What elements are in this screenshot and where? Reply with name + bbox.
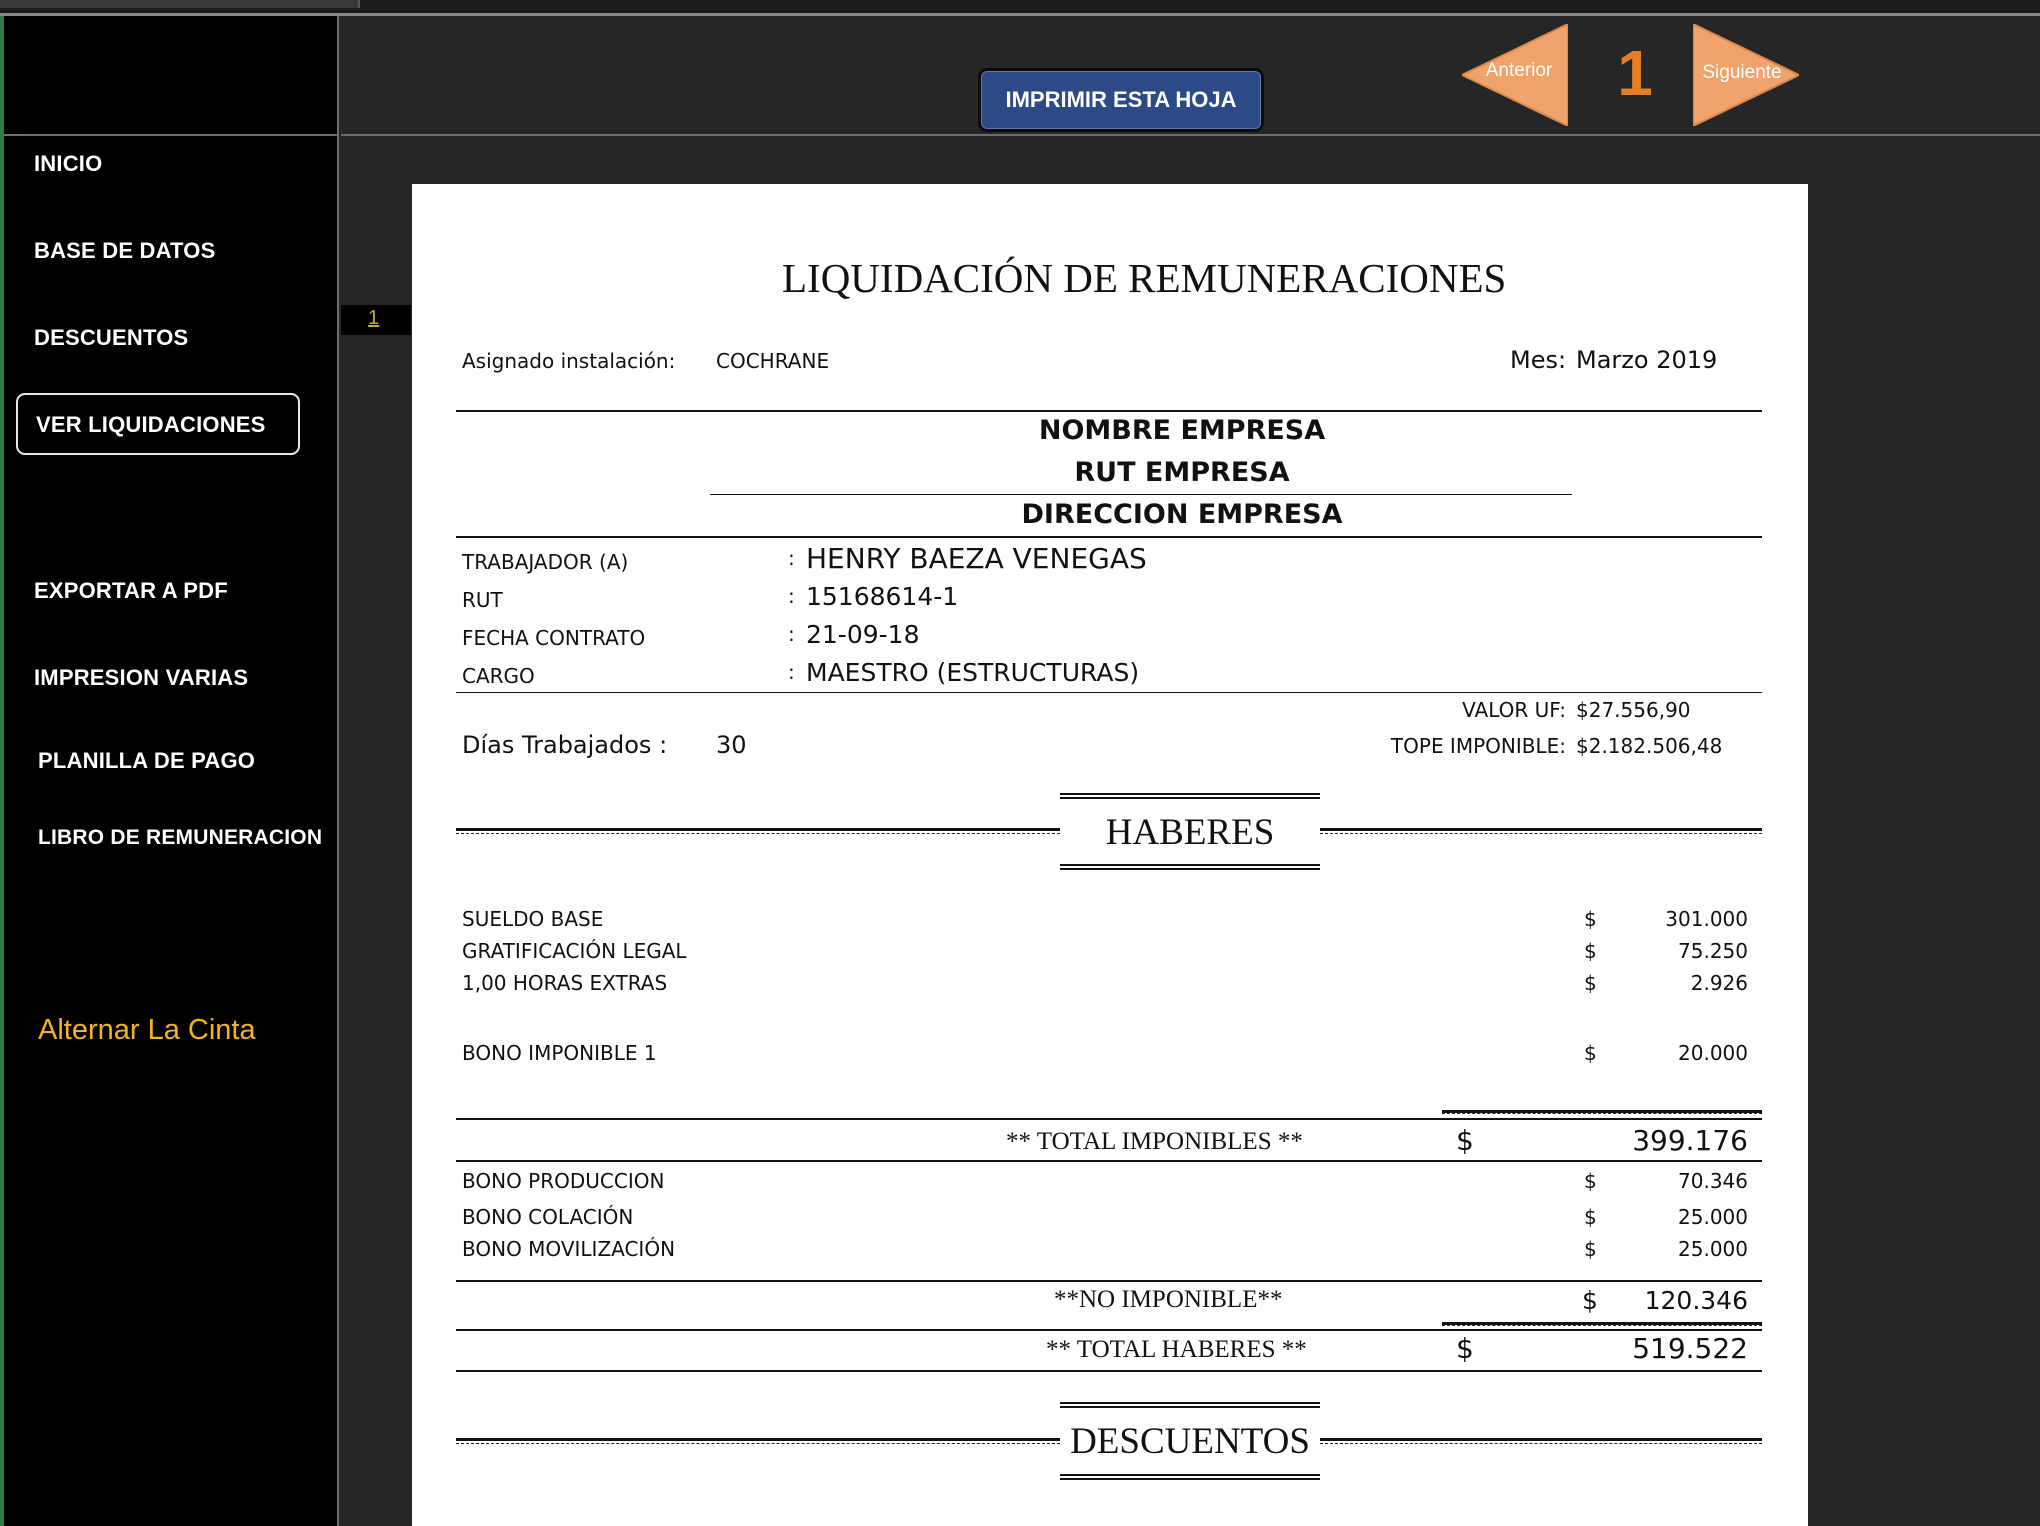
bonus-value: 25.000 <box>1678 1237 1748 1261</box>
section-rule <box>456 828 1060 834</box>
earning-value: 20.000 <box>1678 1041 1748 1065</box>
worker-label: TRABAJADOR (A) <box>462 550 629 574</box>
installation-label: Asignado instalación: <box>462 349 676 373</box>
next-label: Siguiente <box>1702 62 1782 83</box>
currency-symbol: $ <box>1456 1332 1474 1365</box>
position-label: CARGO <box>462 664 535 688</box>
haberes-title: HABERES <box>1105 812 1275 853</box>
earning-label: SUELDO BASE <box>462 907 604 931</box>
colon: : <box>788 546 795 570</box>
row-marker-link[interactable]: 1 <box>368 307 380 329</box>
sheet-tab-area <box>0 0 360 8</box>
currency-symbol: $ <box>1584 939 1597 963</box>
previous-button[interactable] <box>1462 24 1568 126</box>
descuentos-title: DESCUENTOS <box>1070 1421 1310 1462</box>
earning-label: GRATIFICACIÓN LEGAL <box>462 939 687 963</box>
subtotal-rule <box>1442 1110 1762 1114</box>
earning-label: 1,00 HORAS EXTRAS <box>462 971 668 995</box>
bonus-label: BONO COLACIÓN <box>462 1205 634 1229</box>
window-top-strip <box>0 0 2040 16</box>
previous-label: Anterior <box>1485 60 1553 81</box>
bonus-label: BONO PRODUCCION <box>462 1169 665 1193</box>
subtotal-rule <box>1442 1322 1762 1326</box>
days-worked-label: Días Trabajados : <box>462 731 668 759</box>
section-rule <box>1060 1402 1320 1408</box>
position-value: MAESTRO (ESTRUCTURAS) <box>806 658 1140 687</box>
sidebar-item-libro-de-remuneracion[interactable]: LIBRO DE REMUNERACION <box>38 826 323 849</box>
total-haberes-label: ** TOTAL HABERES ** <box>1046 1336 1307 1363</box>
sidebar-item-inicio[interactable]: INICIO <box>34 151 103 176</box>
toggle-ribbon-link[interactable]: Alternar La Cinta <box>38 1014 256 1046</box>
month-label: Mes: <box>1510 346 1567 374</box>
sidebar-item-exportar-pdf[interactable]: EXPORTAR A PDF <box>34 578 228 603</box>
section-rule <box>1060 864 1320 870</box>
contract-date-value: 21-09-18 <box>806 620 920 649</box>
month-value: Marzo 2019 <box>1576 346 1718 374</box>
contract-date-label: FECHA CONTRATO <box>462 626 646 650</box>
earning-label: BONO IMPONIBLE 1 <box>462 1041 657 1065</box>
currency-symbol: $ <box>1584 1041 1597 1065</box>
section-rule <box>1320 828 1762 834</box>
earning-value: 301.000 <box>1665 907 1748 931</box>
section-rule <box>1060 793 1320 799</box>
print-sheet-button[interactable]: IMPRIMIR ESTA HOJA <box>978 68 1264 132</box>
no-imponible-value: 120.346 <box>1644 1286 1748 1315</box>
page-number: 1 <box>1617 37 1653 109</box>
divider <box>456 1160 1762 1162</box>
document-title: LIQUIDACIÓN DE REMUNERACIONES <box>782 255 1507 301</box>
next-button[interactable] <box>1693 24 1799 126</box>
uf-value: $27.556,90 <box>1576 698 1691 722</box>
section-rule <box>1060 1474 1320 1480</box>
section-rule <box>456 1438 1060 1444</box>
sidebar-item-ver-liquidaciones[interactable]: VER LIQUIDACIONES <box>16 393 300 455</box>
currency-symbol: $ <box>1584 1237 1597 1261</box>
divider <box>456 692 1762 693</box>
sidebar-header <box>4 16 337 136</box>
company-address: DIRECCION EMPRESA <box>1021 499 1343 530</box>
rut-label: RUT <box>462 588 503 612</box>
rut-value: 15168614-1 <box>806 582 959 611</box>
worker-value: HENRY BAEZA VENEGAS <box>806 542 1147 575</box>
divider <box>456 536 1762 538</box>
divider <box>456 410 1762 412</box>
section-rule <box>1320 1438 1762 1444</box>
bonus-value: 25.000 <box>1678 1205 1748 1229</box>
bonus-label: BONO MOVILIZACIÓN <box>462 1237 676 1261</box>
currency-symbol: $ <box>1582 1286 1598 1315</box>
colon: : <box>788 622 795 646</box>
sidebar-item-descuentos[interactable]: DESCUENTOS <box>34 325 189 350</box>
company-rut: RUT EMPRESA <box>1074 457 1290 488</box>
divider <box>456 1370 1762 1372</box>
tope-imponible-label: TOPE IMPONIBLE: <box>1390 734 1566 758</box>
sidebar-item-base-de-datos[interactable]: BASE DE DATOS <box>34 238 216 263</box>
divider <box>456 1118 1762 1120</box>
colon: : <box>788 584 795 608</box>
row-marker <box>341 305 411 335</box>
sidebar-item-impresion-varias[interactable]: IMPRESION VARIAS <box>34 665 249 690</box>
divider <box>456 1329 1762 1331</box>
payslip-sheet <box>412 184 1808 1526</box>
currency-symbol: $ <box>1584 1205 1597 1229</box>
installation-value: COCHRANE <box>716 349 830 373</box>
days-worked-value: 30 <box>716 731 747 759</box>
total-imponibles-label: ** TOTAL IMPONIBLES ** <box>1006 1128 1303 1155</box>
currency-symbol: $ <box>1584 971 1597 995</box>
colon: : <box>788 660 795 684</box>
earning-value: 75.250 <box>1678 939 1748 963</box>
divider <box>710 494 1572 495</box>
currency-symbol: $ <box>1584 1169 1597 1193</box>
divider <box>456 1280 1762 1282</box>
bonus-value: 70.346 <box>1678 1169 1748 1193</box>
currency-symbol: $ <box>1584 907 1597 931</box>
uf-label: VALOR UF: <box>1462 698 1566 722</box>
sidebar-item-planilla-de-pago[interactable]: PLANILLA DE PAGO <box>38 748 256 773</box>
currency-symbol: $ <box>1456 1124 1474 1157</box>
tope-imponible-value: $2.182.506,48 <box>1576 734 1723 758</box>
total-haberes-value: 519.522 <box>1632 1332 1748 1365</box>
total-imponibles-value: 399.176 <box>1632 1124 1748 1157</box>
company-name: NOMBRE EMPRESA <box>1038 415 1326 446</box>
earning-value: 2.926 <box>1690 971 1748 995</box>
no-imponible-label: **NO IMPONIBLE** <box>1054 1286 1283 1313</box>
